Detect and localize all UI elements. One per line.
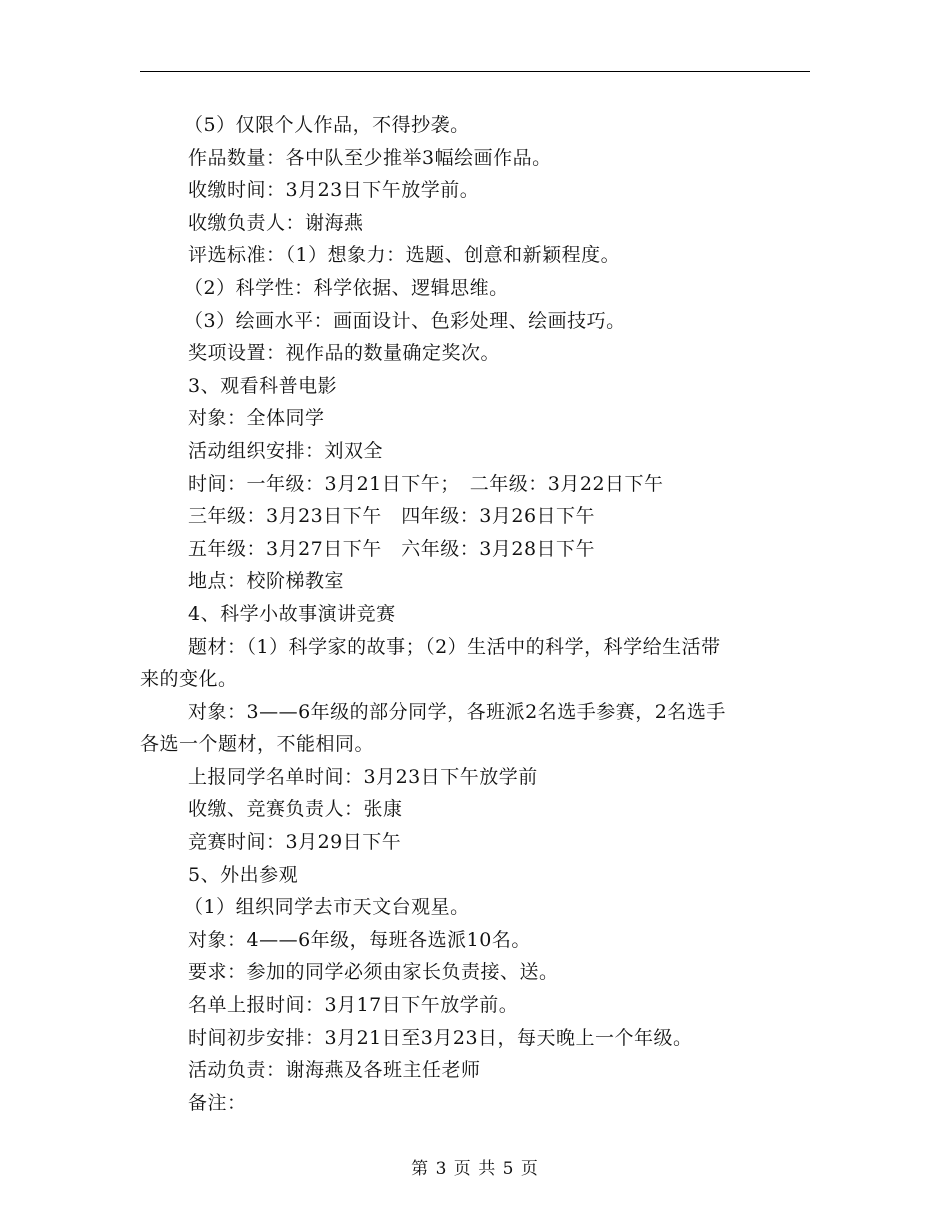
text-line: 上报同学名单时间：3月23日下午放学前 (188, 765, 538, 788)
text-line: 4、科学小故事演讲竞赛 (188, 602, 396, 625)
text-line: 活动组织安排：刘双全 (188, 439, 384, 462)
text-line: （5）仅限个人作品，不得抄袭。 (184, 114, 470, 136)
text-line: 要求：参加的同学必须由家长负责接、送。 (188, 961, 559, 984)
text-line: 各选一个题材，不能相同。 (140, 733, 375, 756)
text-line: 收缴负责人：谢海燕 (188, 211, 364, 234)
text-line: 收缴、竞赛负责人：张康 (188, 798, 403, 821)
text-line: 时间：一年级：3月21日下午； 二年级：3月22日下午 (188, 472, 664, 495)
text-line: 5、外出参观 (188, 863, 299, 886)
text-line: 地点：校阶梯教室 (188, 570, 345, 593)
text-line: 备注： (188, 1091, 247, 1114)
document-body (140, 109, 810, 1119)
text-line: （3）绘画水平：画面设计、色彩处理、绘画技巧。 (184, 309, 626, 332)
text-line: 来的变化。 (140, 668, 238, 691)
page-number: 第 3 页 共 5 页 (411, 1159, 539, 1179)
text-line: 三年级：3月23日下午 四年级：3月26日下午 (188, 505, 596, 528)
text-line: 五年级：3月27日下午 六年级：3月28日下午 (188, 537, 596, 560)
text-line: 活动负责：谢海燕及各班主任老师 (188, 1059, 481, 1082)
text-line: （2）科学性：科学依据、逻辑思维。 (184, 276, 509, 299)
text-line: 评选标准：（1）想象力：选题、创意和新颖程度。 (188, 244, 621, 267)
text-line: 时间初步安排：3月21日至3月23日，每天晚上一个年级。 (188, 1026, 693, 1049)
text-line: 题材：（1）科学家的故事；（2）生活中的科学，科学给生活带 (188, 635, 721, 658)
text-line: 对象：3——6年级的部分同学，各班派2名选手参赛，2名选手 (188, 700, 726, 723)
text-line: （1）组织同学去市天文台观星。 (184, 896, 470, 919)
text-line: 竞赛时间：3月29日下午 (188, 831, 402, 854)
text-line: 名单上报时间：3月17日下午放学前。 (188, 994, 519, 1017)
text-line: 3、观看科普电影 (188, 374, 338, 397)
text-line: 作品数量：各中队至少推举3幅绘画作品。 (188, 146, 552, 169)
header-rule (140, 71, 810, 72)
text-line: 对象：4——6年级，每班各选派10名。 (188, 928, 531, 951)
text-line: 奖项设置：视作品的数量确定奖次。 (188, 342, 501, 365)
text-line: 对象：全体同学 (188, 407, 325, 430)
text-line: 收缴时间：3月23日下午放学前。 (188, 179, 480, 202)
